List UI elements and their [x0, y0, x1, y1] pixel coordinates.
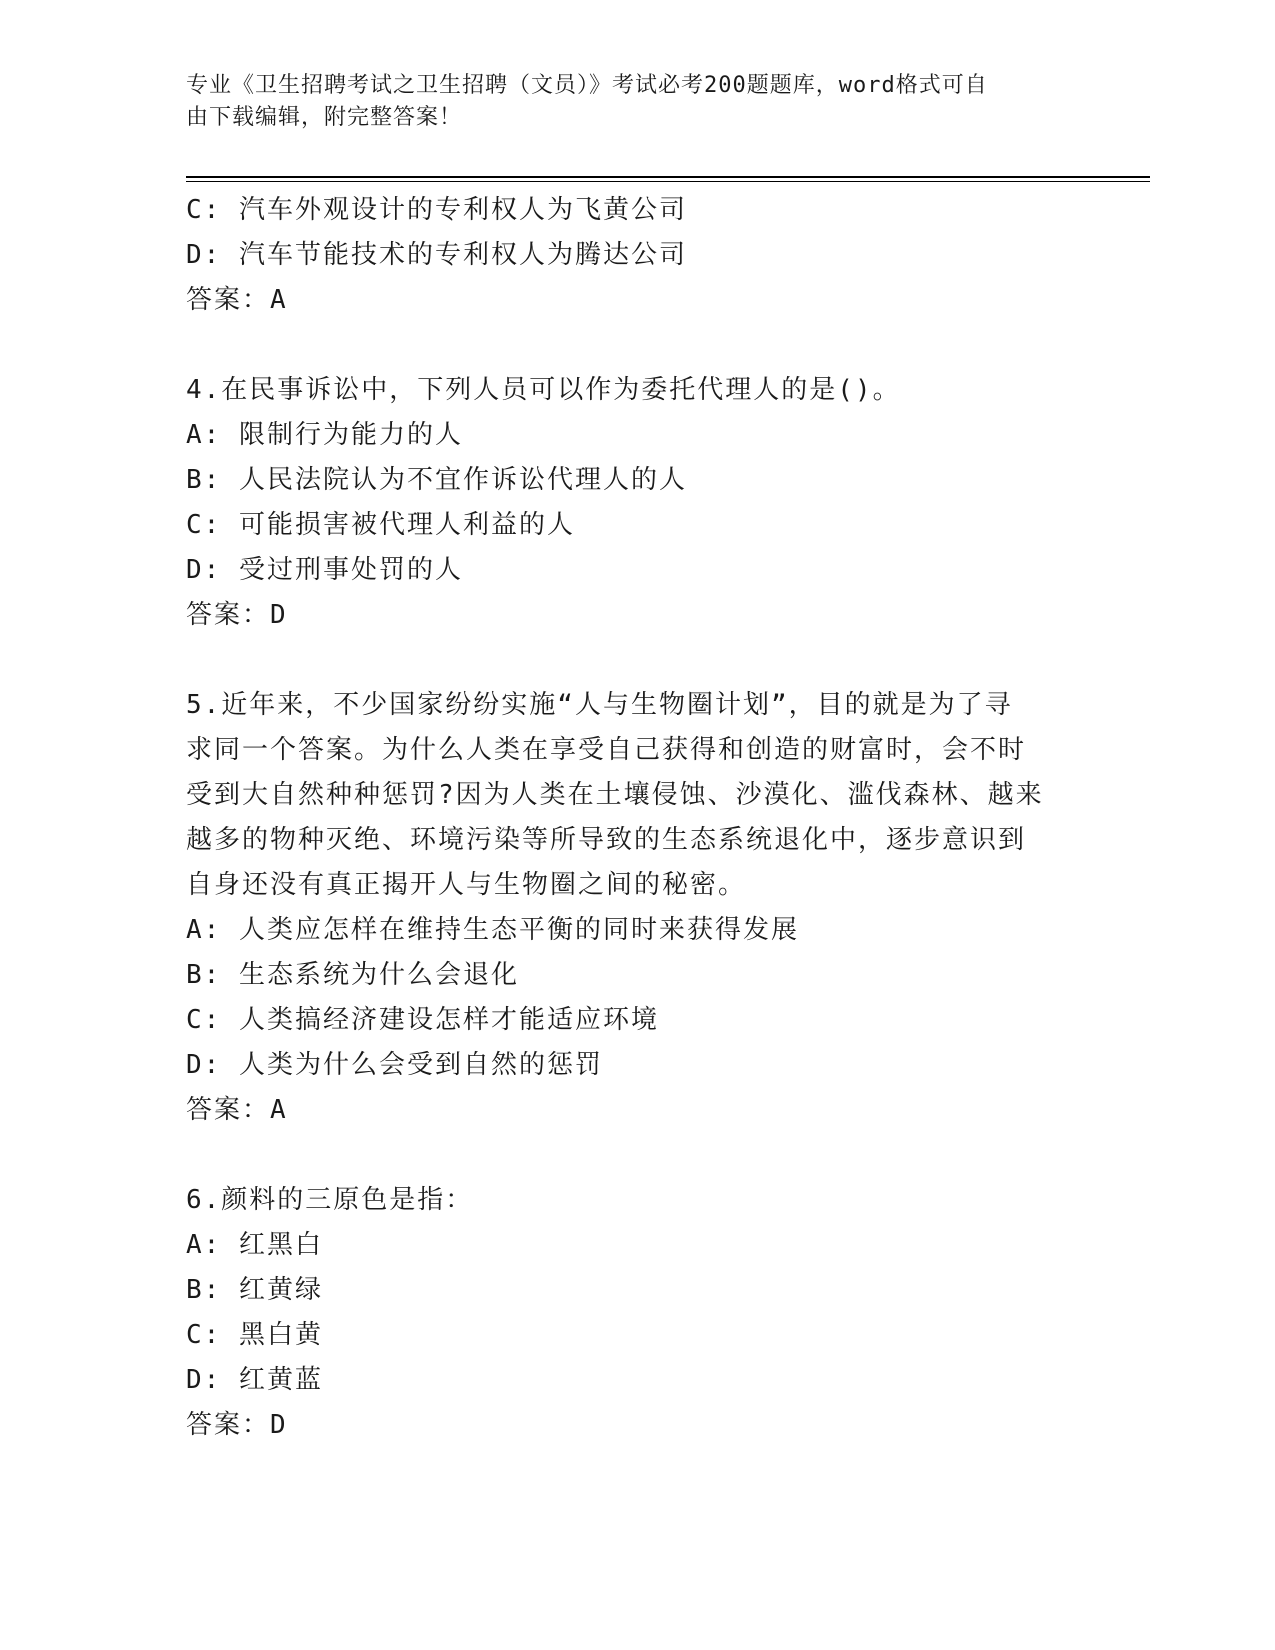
q4-option-d: D: 受过刑事处罚的人: [186, 555, 463, 585]
q5-option-d: D: 人类为什么会受到自然的惩罚: [186, 1050, 603, 1080]
q6-stem: 6.颜料的三原色是指：: [186, 1185, 474, 1215]
q3-option-d: D: 汽车节能技术的专利权人为腾达公司: [186, 240, 687, 270]
document-header: [186, 70, 1066, 134]
q5-stem-line: 自身还没有真正揭开人与生物圈之间的秘密。: [186, 870, 747, 900]
q3-answer: 答案：A: [186, 285, 288, 315]
question-list: [186, 188, 1086, 1448]
q4-stem: 4.在民事诉讼中，下列人员可以作为委托代理人的是()。: [186, 375, 901, 405]
header-line-1: 专业《卫生招聘考试之卫生招聘（文员）》考试必考200题题库，word格式可自: [186, 73, 988, 98]
q5-option-c: C: 人类搞经济建设怎样才能适应环境: [186, 1005, 659, 1035]
q5-stem-line: 5.近年来，不少国家纷纷实施“人与生物圈计划”，目的就是为了寻: [186, 690, 1013, 720]
q5-answer: 答案：A: [186, 1095, 288, 1125]
q6-option-b: B: 红黄绿: [186, 1275, 323, 1305]
q5-stem-line: 求同一个答案。为什么人类在享受自己获得和创造的财富时，会不时: [186, 735, 1027, 765]
question-4: [186, 368, 1086, 638]
spacer: [186, 323, 1086, 368]
q5-option-b: B: 生态系统为什么会退化: [186, 960, 519, 990]
question-3-tail: [186, 188, 1086, 323]
q6-option-c: C: 黑白黄: [186, 1320, 323, 1350]
q5-stem-line: 越多的物种灭绝、环境污染等所导致的生态系统退化中，逐步意识到: [186, 825, 1027, 855]
header-rule-thick: [186, 176, 1150, 178]
q6-option-a: A: 红黑白: [186, 1230, 323, 1260]
question-6: [186, 1178, 1086, 1448]
q5-option-a: A: 人类应怎样在维持生态平衡的同时来获得发展: [186, 915, 799, 945]
q5-stem-line: 受到大自然种种惩罚?因为人类在土壤侵蚀、沙漠化、滥伐森林、越来: [186, 780, 1044, 810]
q4-option-b: B: 人民法院认为不宜作诉讼代理人的人: [186, 465, 687, 495]
q6-option-d: D: 红黄蓝: [186, 1365, 323, 1395]
question-5: [186, 683, 1086, 1133]
q4-option-c: C: 可能损害被代理人利益的人: [186, 510, 575, 540]
q3-option-c: C: 汽车外观设计的专利权人为飞黄公司: [186, 195, 687, 225]
spacer: [186, 1133, 1086, 1178]
q4-answer: 答案：D: [186, 600, 288, 630]
q4-option-a: A: 限制行为能力的人: [186, 420, 463, 450]
spacer: [186, 638, 1086, 683]
header-rule-thin: [186, 181, 1150, 182]
q6-answer: 答案：D: [186, 1410, 288, 1440]
header-line-2: 由下载编辑，附完整答案！: [186, 105, 463, 130]
q5-stem: [186, 683, 1086, 908]
